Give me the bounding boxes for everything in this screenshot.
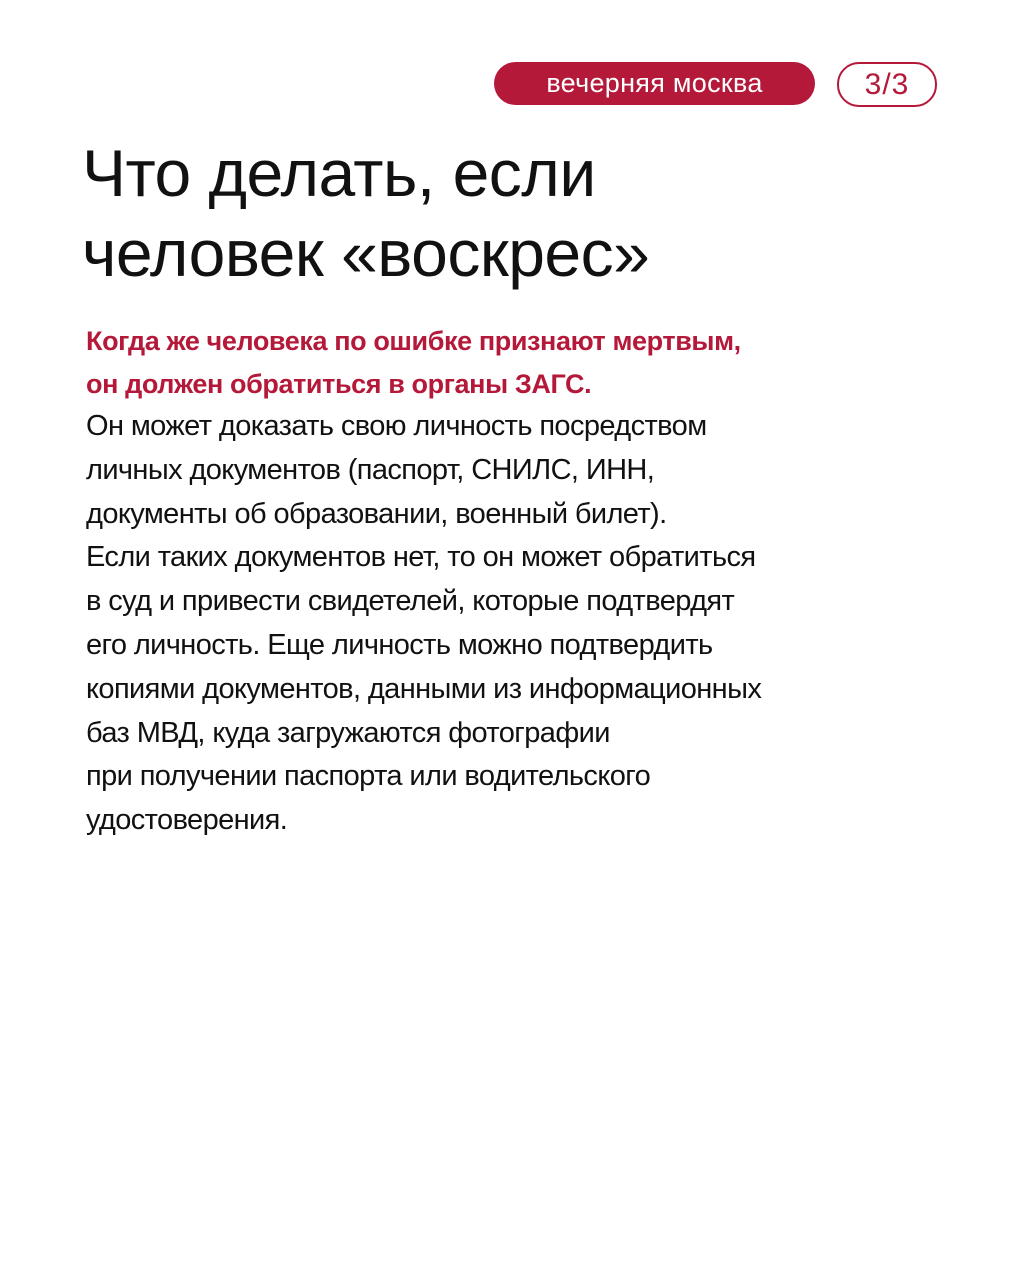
page-indicator-label: 3/3 xyxy=(864,68,910,101)
body-line: Он может доказать свою личность посредством xyxy=(86,410,707,442)
lead-line: он должен обратиться в органы ЗАГС. xyxy=(86,369,592,399)
body-line: документы об образовании, военный билет). xyxy=(86,497,667,530)
brand-badge xyxy=(494,62,815,105)
body-paragraph xyxy=(86,405,986,843)
lead-paragraph xyxy=(86,320,986,406)
body-line: личных документов (паспорт, СНИЛС, ИНН, xyxy=(86,453,655,486)
title-line: человек «воскрес» xyxy=(82,216,650,290)
body-line: его личность. Еще личность можно подтвердить xyxy=(86,628,713,661)
brand-label: вечерняя москва xyxy=(546,68,763,98)
page-indicator xyxy=(837,62,937,107)
body-line: копиями документов, данными из информационных xyxy=(86,672,762,705)
lead-line: Когда же человека по ошибке признают мертвым, xyxy=(86,326,741,356)
body-line: в суд и привести свидетелей, которые подтвердят xyxy=(86,585,735,618)
title-line: Что делать, если xyxy=(82,136,596,210)
body-line: при получении паспорта или водительского xyxy=(86,760,651,793)
body-line: баз МВД, куда загружаются фотографии xyxy=(86,716,610,749)
page-title xyxy=(82,133,962,293)
body-line: Если таких документов нет, то он может обратиться xyxy=(86,541,756,574)
body-line: удостоверения. xyxy=(86,804,288,837)
